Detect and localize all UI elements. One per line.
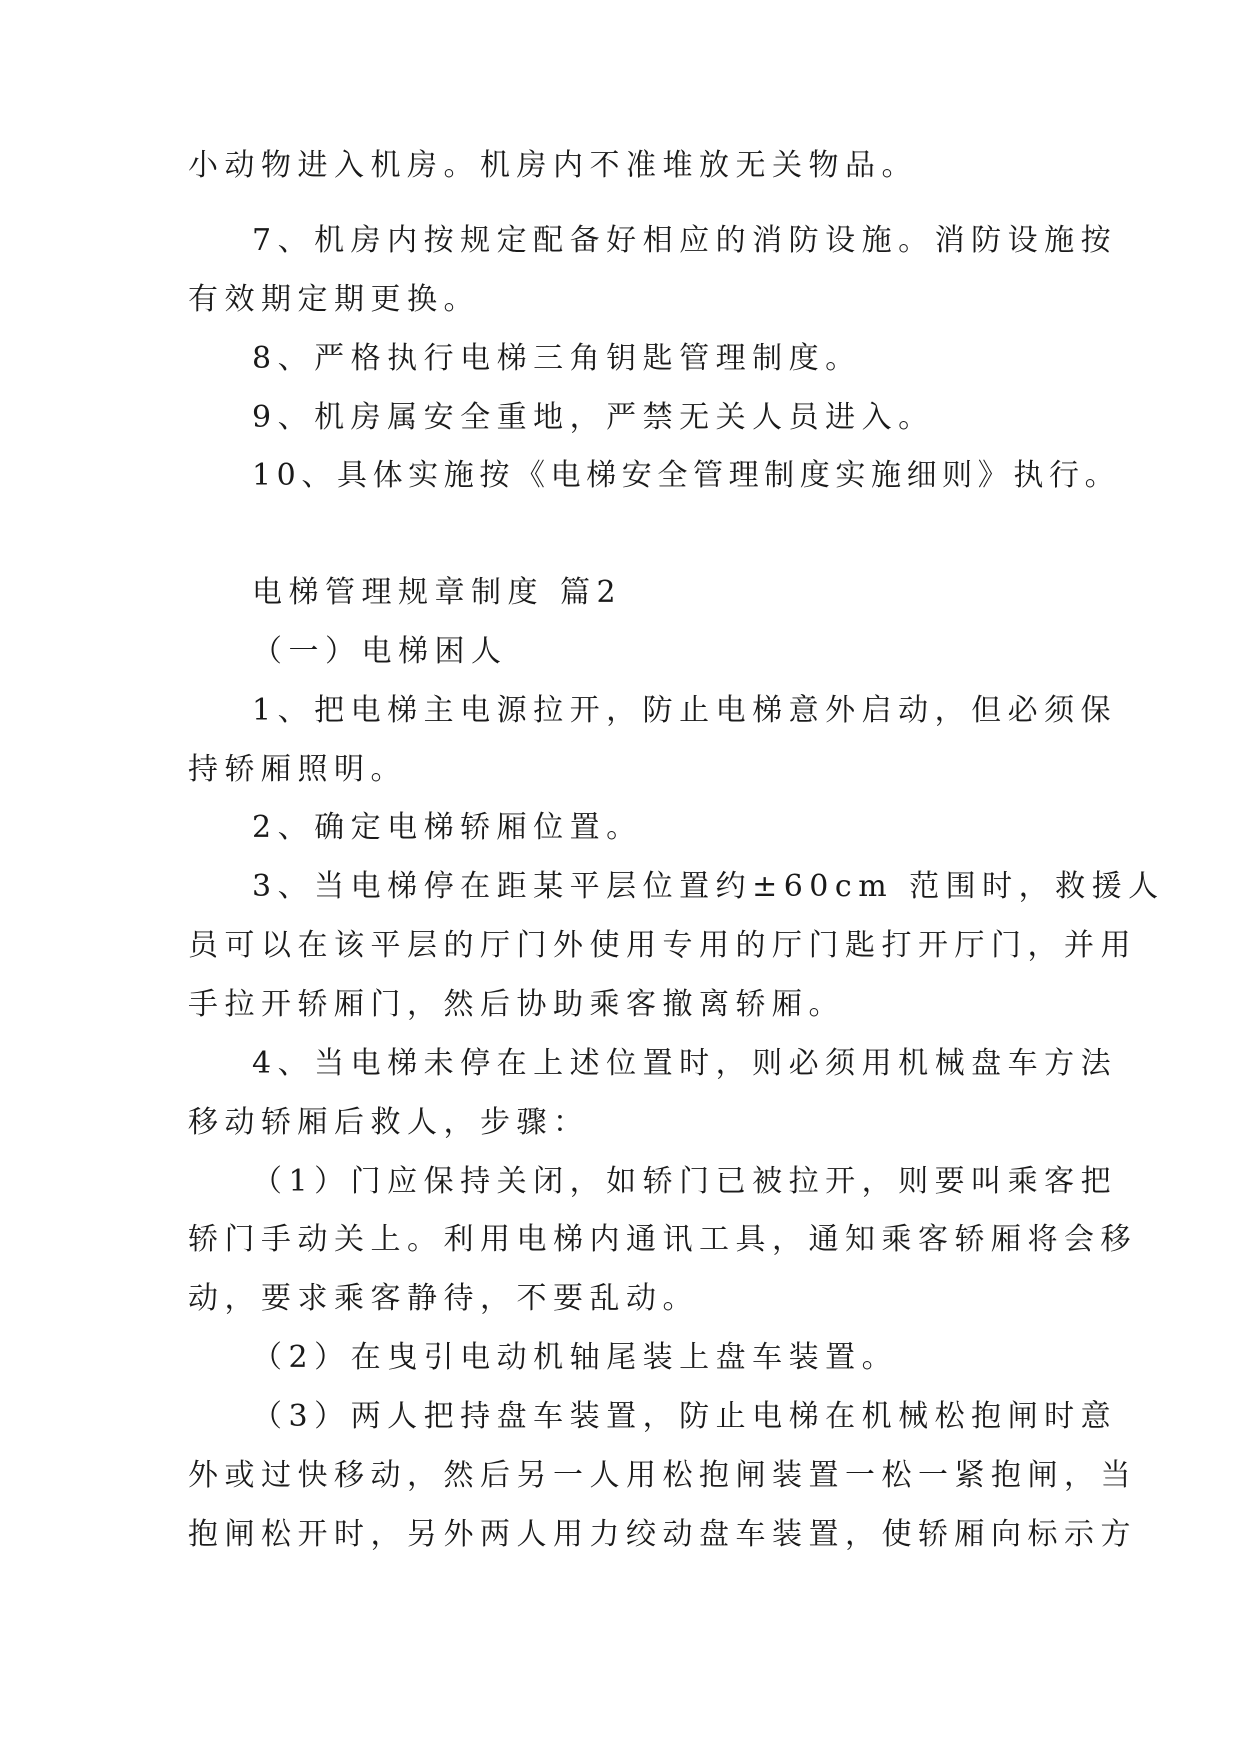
paragraph-line: 9、机房属安全重地，严禁无关人员进入。: [252, 400, 935, 435]
paragraph-line: 小动物进入机房。机房内不准堆放无关物品。: [188, 148, 918, 183]
paragraph-line: 持轿厢照明。: [188, 752, 407, 787]
paragraph-line: 移动轿厢后救人，步骤：: [188, 1105, 590, 1140]
paragraph-line: （3）两人把持盘车装置，防止电梯在机械松抱闸时意: [252, 1399, 1118, 1434]
subsection-heading: （一）电梯困人: [252, 634, 508, 669]
paragraph-line: 手拉开轿厢门，然后协助乘客撤离轿厢。: [188, 987, 845, 1022]
paragraph-line: 外或过快移动，然后另一人用松抱闸装置一松一紧抱闸，当: [188, 1458, 1137, 1493]
paragraph-line: 8、严格执行电梯三角钥匙管理制度。: [252, 341, 862, 376]
paragraph-line: 4、当电梯未停在上述位置时，则必须用机械盘车方法: [252, 1046, 1118, 1081]
paragraph-line: 3、当电梯停在距某平层位置约±60cm 范围时，救援人: [252, 869, 1165, 904]
paragraph-line: （1）门应保持关闭，如轿门已被拉开，则要叫乘客把: [252, 1164, 1118, 1199]
paragraph-line: 有效期定期更换。: [188, 282, 480, 317]
paragraph-line: 抱闸松开时，另外两人用力绞动盘车装置，使轿厢向标示方: [188, 1517, 1137, 1552]
paragraph-line: 10、具体实施按《电梯安全管理制度实施细则》执行。: [252, 458, 1121, 493]
paragraph-line: 员可以在该平层的厅门外使用专用的厅门匙打开厅门，并用: [188, 928, 1137, 963]
paragraph-line: （2）在曳引电动机轴尾装上盘车装置。: [252, 1340, 899, 1375]
paragraph-line: 7、机房内按规定配备好相应的消防设施。消防设施按: [252, 223, 1118, 258]
paragraph-line: 轿门手动关上。利用电梯内通讯工具，通知乘客轿厢将会移: [188, 1222, 1137, 1257]
section-heading: 电梯管理规章制度 篇2: [252, 575, 623, 610]
paragraph-line: 2、确定电梯轿厢位置。: [252, 810, 643, 845]
paragraph-line: 动，要求乘客静待，不要乱动。: [188, 1281, 699, 1316]
paragraph-line: 1、把电梯主电源拉开，防止电梯意外启动，但必须保: [252, 693, 1118, 728]
